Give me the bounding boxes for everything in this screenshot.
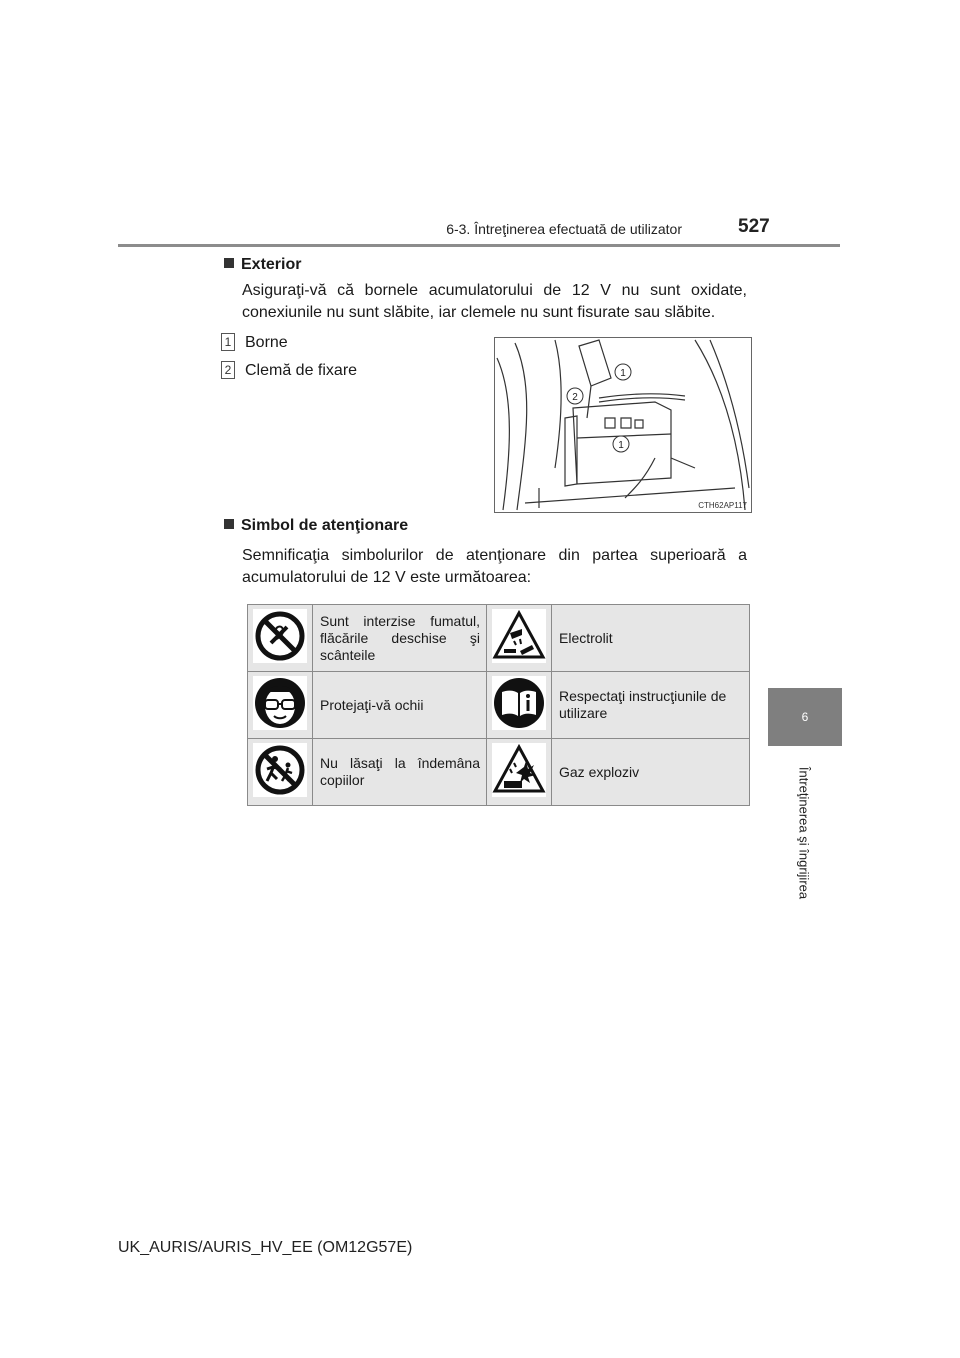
battery-figure [494,337,752,513]
symbol-label: Protejaţi-vă ochii [313,672,487,739]
table-cell [487,605,552,672]
figure-code: CTH62AP117 [698,501,747,510]
footer-model-code: UK_AURIS/AURIS_HV_EE (OM12G57E) [118,1239,413,1256]
keep-away-children-icon [253,743,307,797]
exterior-heading [224,256,301,274]
symbol-label: Sunt interzise fumatul, flăcările deschise şi scânteile [313,605,487,672]
symbol-label: Gaz exploziv [552,739,750,806]
item-label: Borne [245,334,288,351]
numbered-item [221,361,357,380]
square-bullet-icon [224,519,234,529]
exterior-paragraph: Asiguraţi-vă că bornele acumulatorului de 12 V nu sunt oxidate, conexiunile nu sunt slăbite, iar clemele nu sunt fisurate sau slăbite. [242,282,747,321]
table-cell [248,605,313,672]
callout-2: 2 [572,392,578,403]
warning-heading [224,517,408,535]
chapter-title: Întreţinerea şi îngrijirea [796,766,812,899]
electrolyte-icon [492,609,546,663]
warning-paragraph: Semnificaţia simbolurilor de atenţionare din partea superioară a acumulatorului de 12 V este următoarea: [242,547,747,586]
page-number: 527 [738,216,770,237]
battery-illustration [495,338,751,512]
item-number-badge: 1 [221,333,235,351]
table-row [248,739,750,806]
table-cell [487,739,552,806]
no-smoking-icon [253,609,307,663]
item-label: Clemă de fixare [245,362,358,379]
table-cell [487,672,552,739]
eye-protection-icon [253,676,307,730]
symbol-label: Nu lăsaţi la îndemâna copiilor [313,739,487,806]
callout-1: 1 [618,440,624,451]
table-row [248,605,750,672]
chapter-side-label [794,760,814,905]
chapter-tab[interactable] [768,688,842,746]
table-cell [248,739,313,806]
table-row [248,672,750,739]
warning-symbols-table [247,604,750,806]
exterior-title: Exterior [241,256,302,273]
explosive-gas-icon [492,743,546,797]
symbol-label: Electrolit [552,605,750,672]
item-number-badge: 2 [221,361,235,379]
header-divider [118,244,840,247]
warning-title: Simbol de atenţionare [241,517,409,534]
symbol-label: Respectaţi instrucţiunile de utilizare [552,672,750,739]
square-bullet-icon [224,258,234,268]
header-section-title: 6-3. Întreţinerea efectuată de utilizator [446,221,682,237]
chapter-number: 6 [801,710,809,724]
manual-icon [492,676,546,730]
callout-1: 1 [620,368,626,379]
table-cell [248,672,313,739]
numbered-item [221,333,288,352]
